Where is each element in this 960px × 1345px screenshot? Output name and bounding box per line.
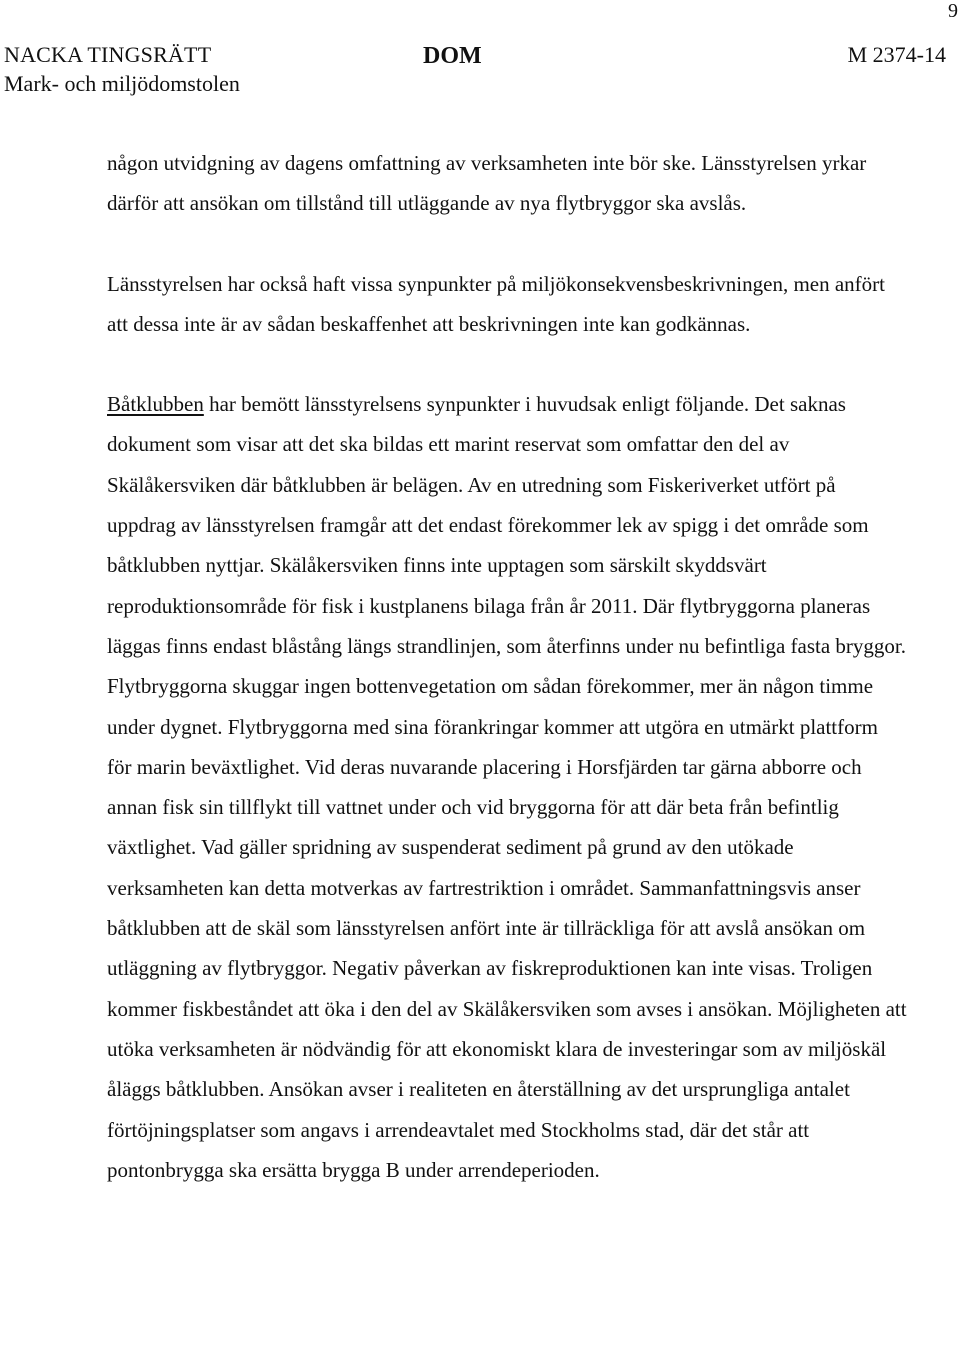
document-type: DOM <box>423 43 482 69</box>
case-number: M 2374-14 <box>847 42 946 67</box>
party-name-underlined: Båtklubben <box>107 392 204 417</box>
paragraph-2: Länsstyrelsen har också haft vissa synpunkter på miljökonsekvensbeskrivningen, men anfört att dessa inte är av sådan beskaffenhet att beskrivningen inte kan godkännas. <box>107 271 885 336</box>
paragraph-spacer <box>107 224 907 264</box>
document-header <box>0 40 960 100</box>
document-body <box>107 143 907 1190</box>
paragraph-spacer <box>107 344 907 384</box>
court-department: Mark- och miljödomstolen <box>4 71 240 96</box>
paragraph-3-text: har bemött länsstyrelsens synpunkter i huvudsak enligt följande. Det saknas dokument som visar att det ska bildas ett marint reservat som omfattar den del av Skälåkersviken där båtklubben är belägen. Av en utredning som Fiskeriverket utfört på uppdrag av länsstyrelsen framgår att det endast förekommer lek av spigg i det område som båtklubben nyttjar. Skälåkersviken finns inte upptagen som särskilt skyddsvärt reproduktionsområde för fisk i kustplanens bilaga från år 2011. Där flytbryggorna planeras läggas finns endast blåstång längs strandlinjen, som återfinns under nu befintliga fasta bryggor. Flytbryggorna skuggar ingen bottenvegetation om sådan förekommer, mer än någon timme under dygnet. Flytbryggorna med sina förankringar kommer att utgöra en utmärkt plattform för marin beväxtlighet. Vid deras nuvarande placering i Horsfjärden tar gärna abborre och annan fisk sin tillflykt till vattnet under och vid bryggorna för att där beta från befintlig växtlighet. Vad gäller spridning av suspenderat sediment på grund av den utökade verksamheten kan detta motverkas av fartrestriktion i området. Sammanfattningsvis anser båtklubben att de skäl som länsstyrelsen anfört inte är tillräckliga för att avslå ansökan om utläggning av flytbryggor. Negativ påverkan av fiskreproduktionen kan inte visas. Troligen kommer fiskbeståndet att öka i den del av Skälåkersviken som avses i ansökan. Möjligheten att utöka verksamheten är nödvändig för att ekonomiskt klara de investeringar som av miljöskäl åläggs båtklubben. Ansökan avser i realiteten en återställning av det ursprungliga antalet förtöjningsplatser som angavs i arrendeavtalet med Stockholms stad, där det står att pontonbrygga ska ersätta brygga B under arrendeperioden. <box>107 392 907 1182</box>
court-name: NACKA TINGSRÄTT <box>4 42 212 67</box>
page-number: 9 <box>948 0 958 22</box>
paragraph-3 <box>107 384 907 1190</box>
paragraph-1: någon utvidgning av dagens omfattning av verksamheten inte bör ske. Länsstyrelsen yrkar därför att ansökan om tillstånd till utläggande av nya flytbryggor ska avslås. <box>107 151 867 216</box>
